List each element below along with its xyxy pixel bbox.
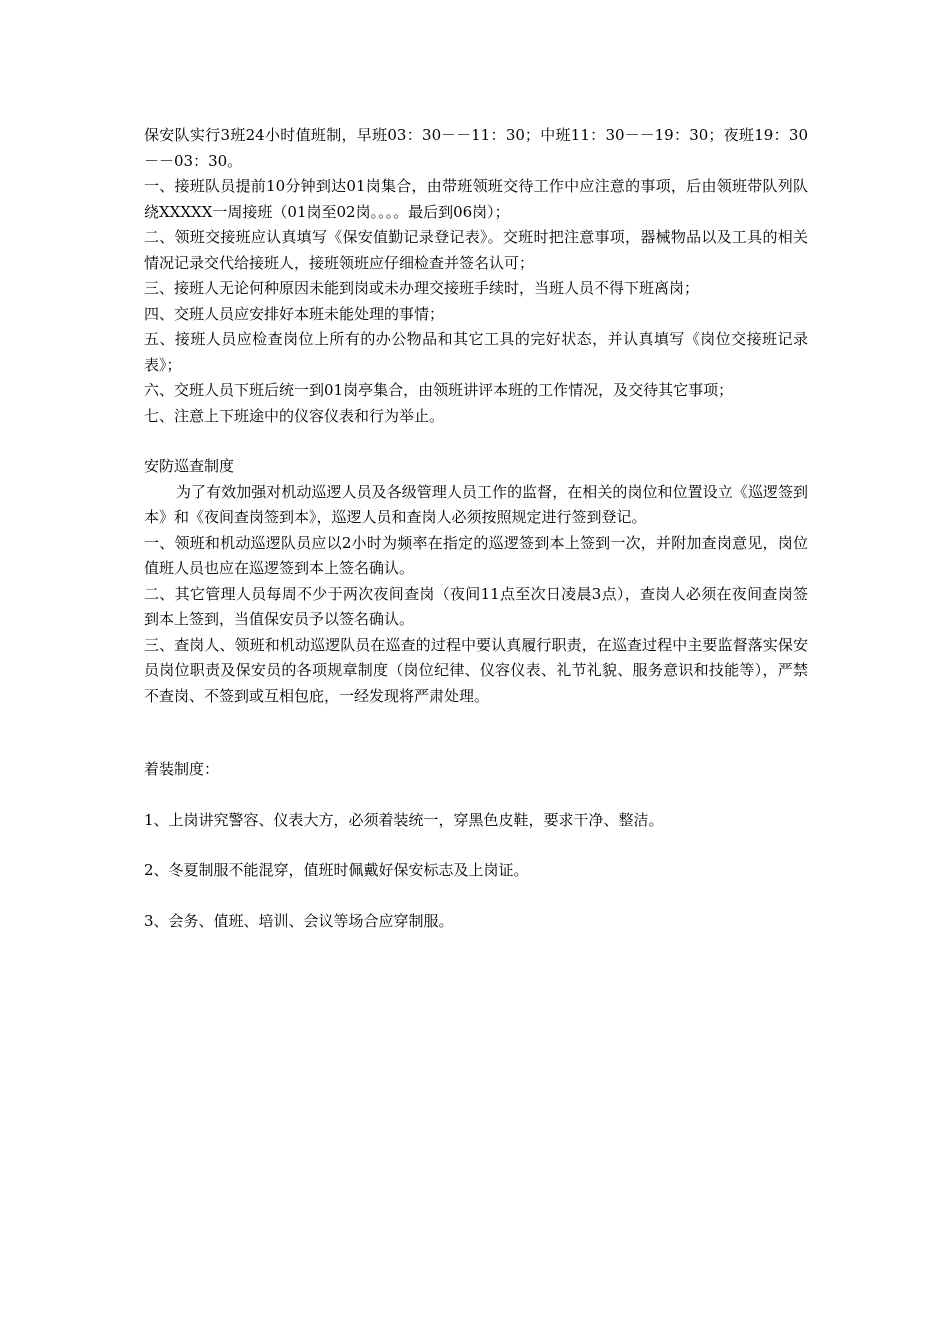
spacer	[144, 884, 808, 909]
spacer	[144, 783, 808, 808]
dress-title: 着装制度：	[144, 760, 220, 778]
spacer	[144, 429, 808, 454]
spacer	[144, 833, 808, 858]
patrol-item-1: 一、领班和机动巡逻队员应以2小时为频率在指定的巡逻签到本上签到一次，并附加查岗意见，岗位值班人员也应在巡逻签到本上签名确认。	[144, 533, 808, 577]
shift-item-5: 五、接班人员应检查岗位上所有的办公物品和其它工具的完好状态，并认真填写《岗位交接班记录表》；	[144, 330, 808, 374]
shift-item-1: 一、接班队员提前10分钟到达01岗集合，由带班领班交待工作中应注意的事项，后由领班带队列队绕XXXXX一周接班（01岗至02岗。。。。最后到06岗）；	[144, 177, 808, 221]
shift-item-6: 六、交班人员下班后统一到01岗亭集合，由领班讲评本班的工作情况，及交待其它事项；	[144, 381, 734, 399]
shift-item-2: 二、领班交接班应认真填写《保安值勤记录登记表》。交班时把注意事项，器械物品以及工具的相关情况记录交代给接班人，接班领班应仔细检查并签名认可；	[144, 228, 808, 272]
shift-item-7: 七、注意上下班途中的仪容仪表和行为举止。	[144, 406, 445, 425]
dress-item-3: 3、会务、值班、培训、会议等场合应穿制服。	[144, 911, 454, 930]
dress-item-2: 2、冬夏制服不能混穿，值班时佩戴好保安标志及上岗证。	[144, 861, 529, 879]
shift-item-3: 三、接班人无论何种原因未能到岗或未办理交接班手续时，当班人员不得下班离岗；	[144, 279, 700, 297]
patrol-item-3: 三、查岗人、领班和机动巡逻队员在巡查的过程中要认真履行职责，在巡查过程中主要监督落实保安员岗位职责及保安员的各项规章制度（岗位纪律、仪容仪表、礼节礼貌、服务意识和技能等），严禁不查岗、不签到或互相包庇，一经发现将严肃处理。	[144, 635, 808, 705]
document-body	[144, 123, 808, 934]
shift-item-4: 四、交班人员应安排好本班未能处理的事情；	[144, 304, 445, 323]
spacer	[144, 709, 808, 757]
patrol-title: 安防巡查制度	[144, 457, 235, 475]
dress-item-1: 1、上岗讲究警容、仪表大方，必须着装统一，穿黑色皮鞋，要求干净、整洁。	[144, 810, 664, 829]
shift-intro: 保安队实行3班24小时值班制，早班03：30－－11：30；中班11：30－－19：30；夜班19：30－－03：30。	[144, 126, 808, 170]
patrol-intro: 为了有效加强对机动巡逻人员及各级管理人员工作的监督，在相关的岗位和位置设立《巡逻签到本》和《夜间查岗签到本》，巡逻人员和查岗人必须按照规定进行签到登记。	[144, 482, 808, 526]
patrol-item-2: 二、其它管理人员每周不少于两次夜间查岗（夜间11点至次日凌晨3点），查岗人必须在夜间查岗签到本上签到，当值保安员予以签名确认。	[144, 584, 808, 628]
